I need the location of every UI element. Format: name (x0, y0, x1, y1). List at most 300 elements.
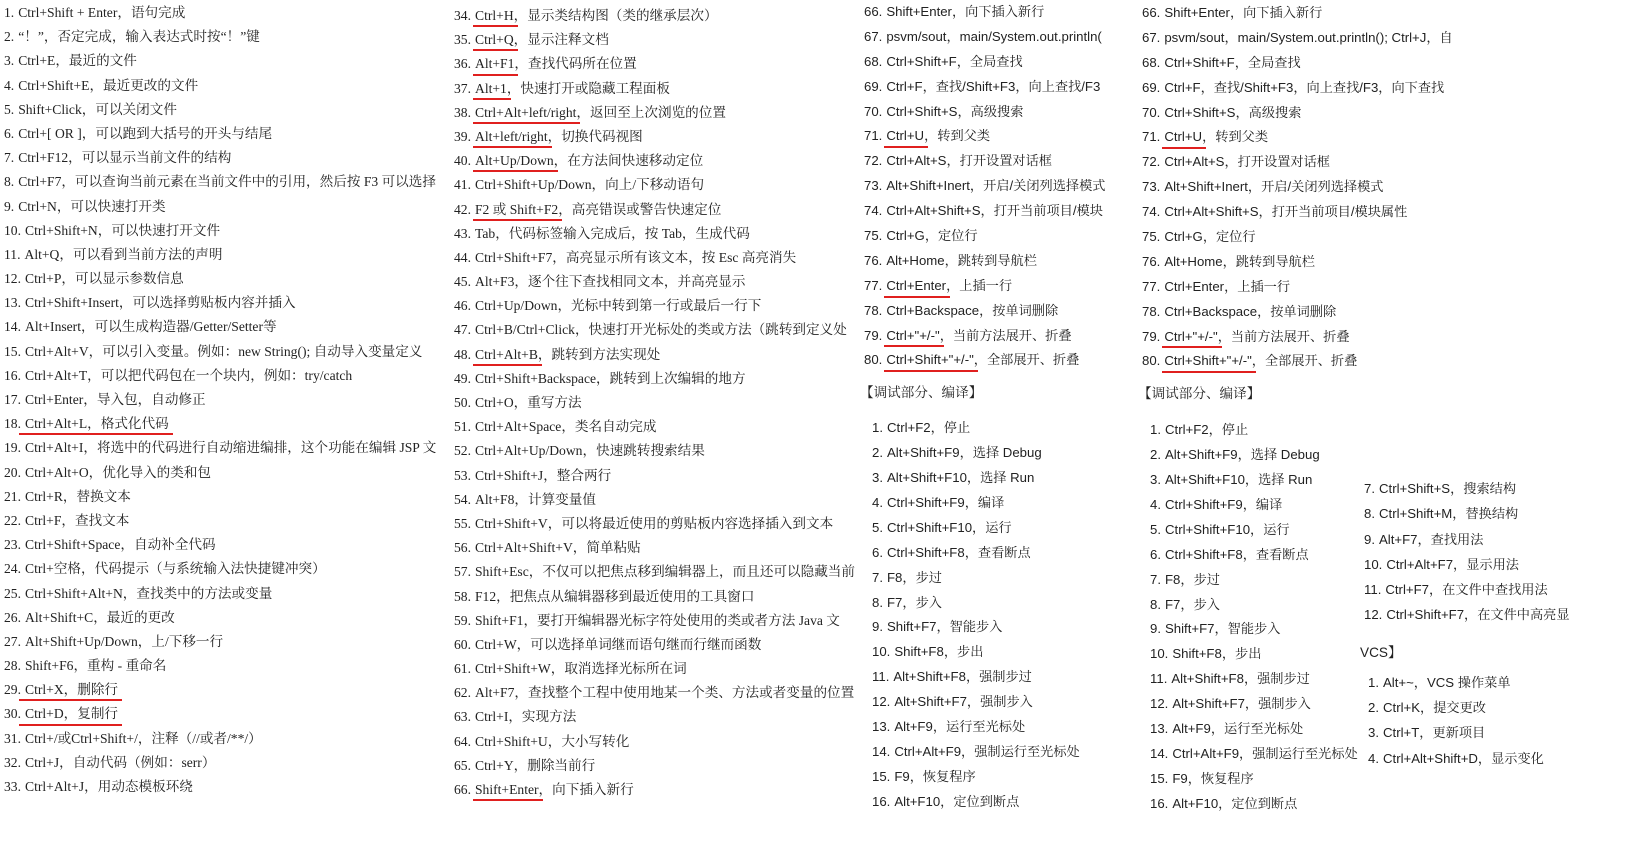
shortcut-description: ，跳转到导航栏 (1222, 253, 1315, 269)
item-number: 34. (454, 8, 471, 23)
shortcut-keys: Alt+F10 (1172, 795, 1219, 811)
item-text (475, 468, 611, 483)
shortcut-keys: Alt+Shift+Inert (1164, 179, 1248, 195)
shortcut-keys: Alt+Shift+Up/Down (25, 633, 138, 649)
list-item (450, 77, 860, 101)
shortcut-list (0, 0, 450, 799)
item-text (475, 371, 746, 386)
shortcut-keys: Ctrl+Alt+Shift+V (475, 540, 573, 556)
list-item (1138, 767, 1368, 792)
item-number: 19. (4, 440, 21, 456)
list-item (1360, 746, 1625, 771)
shortcut-description: ，上插一行 (1224, 278, 1291, 294)
list-item (1138, 543, 1368, 568)
list-item (1138, 518, 1368, 543)
item-text (1165, 422, 1248, 437)
shortcut-keys: Alt+F9 (1172, 721, 1211, 737)
item-text (886, 228, 977, 243)
shortcut-keys: Alt+~ (1383, 674, 1414, 690)
list-item (450, 778, 860, 802)
shortcut-keys: Ctrl+Shift+F7 (1386, 607, 1465, 623)
shortcut-keys: Alt+Up/Down (475, 153, 554, 169)
shortcut-keys: Alt+Shift+F10 (1165, 472, 1245, 488)
item-number: 32. (4, 754, 21, 770)
shortcut-keys: Ctrl+Enter (25, 392, 84, 407)
shortcut-description: ，强制步过 (965, 669, 1032, 685)
shortcut-description: ，大小写转化 (547, 733, 630, 749)
list-item (0, 678, 450, 702)
item-text (475, 540, 641, 555)
item-text (886, 348, 973, 373)
list-item (0, 291, 450, 315)
item-number: 50. (454, 395, 471, 410)
item-text (887, 420, 970, 435)
item-number: 2. (872, 445, 883, 461)
list-item (450, 101, 860, 125)
shortcut-description: ，开启/关闭列选择模式 (969, 178, 1106, 194)
item-text (25, 702, 118, 726)
shortcut-description: ，重写方法 (513, 395, 582, 410)
shortcut-keys: Shift+Esc (475, 564, 529, 580)
item-number: 28. (4, 658, 21, 674)
shortcut-keys: Ctrl+F12 (18, 150, 69, 166)
list-item (860, 149, 1112, 174)
shortcut-description: ，可以查询当前元素在当前文件中的引用，然后按 F3 可以选择 (61, 174, 436, 190)
item-number: 66. (864, 4, 883, 19)
shortcut-list (1138, 0, 1453, 374)
item-text (886, 29, 1101, 44)
item-number: 16. (4, 367, 21, 383)
item-text (1165, 447, 1320, 462)
shortcut-keys: Ctrl+Q (475, 32, 514, 48)
list-item (450, 536, 860, 560)
item-number: 53. (454, 467, 471, 483)
list-item (450, 730, 860, 754)
shortcut-keys: Shift+F7 (1165, 621, 1215, 637)
list-item (450, 512, 860, 536)
shortcut-description: ，查找/Shift+F3，向上查找/F3 (922, 78, 1101, 94)
item-number: 8. (872, 594, 883, 610)
list-item (860, 765, 1112, 790)
list-item (860, 466, 1112, 491)
item-number: 8. (1364, 506, 1375, 522)
item-number: 58. (454, 588, 471, 604)
item-number: 2. (1368, 700, 1379, 716)
shortcut-keys: Ctrl+Shift+S (886, 103, 958, 119)
shortcut-keys: Ctrl+Shift+F9 (887, 495, 965, 511)
list-item (450, 657, 860, 681)
shortcut-description: ，快速打开或隐藏工程面板 (506, 80, 670, 96)
shortcut-keys: Ctrl+Shift+S (1164, 104, 1236, 120)
list-item (860, 249, 1112, 274)
item-text (1165, 472, 1312, 487)
shortcut-keys: Ctrl+Alt+Shift+D (1383, 750, 1478, 766)
item-text (886, 274, 946, 299)
debug-section-heading: 【调试部分、编译】 (860, 385, 983, 401)
shortcut-description: ，上/下移一行 (137, 633, 224, 649)
list-item (0, 49, 450, 73)
item-text (475, 395, 582, 410)
shortcut-description: ，选择 Debug (959, 445, 1042, 461)
shortcut-keys: Ctrl+F2 (1165, 422, 1209, 438)
shortcut-keys: Ctrl+Backspace (886, 302, 980, 318)
list-item (0, 654, 450, 678)
item-text (475, 709, 576, 724)
shortcut-description: ，最近的文件 (55, 53, 137, 69)
shortcut-description: ，可以选择单词继而语句继而行继而函数 (516, 636, 762, 652)
list-item (1138, 26, 1453, 51)
item-number: 7. (1150, 571, 1161, 587)
item-number: 52. (454, 443, 471, 459)
item-number: 39. (454, 128, 471, 144)
item-text (475, 177, 704, 192)
list-item (450, 52, 860, 76)
shortcut-keys: Shift+F1 (475, 612, 524, 628)
item-text (1164, 80, 1444, 95)
item-text (25, 223, 220, 238)
shortcut-description: ，当前方法展开、折叠 (1217, 328, 1350, 344)
shortcut-keys: Ctrl+F7 (18, 174, 62, 190)
list-item (1138, 300, 1368, 325)
shortcut-description: ，当前方法展开、折叠 (939, 327, 1072, 343)
item-number: 10. (1364, 556, 1383, 572)
item-text (475, 149, 554, 173)
shortcut-description: ，编译 (964, 495, 1005, 511)
shortcut-description: ，快速打开光标处的类或方法（跳转到定义处 (574, 322, 847, 338)
item-number: 69. (1142, 79, 1161, 95)
item-text (25, 319, 277, 334)
list-item (0, 557, 450, 581)
shortcut-keys: Alt+left/right (475, 128, 548, 144)
shortcut-keys: Ctrl+F7 (1385, 582, 1429, 598)
shortcut-keys: Alt+Home (1164, 253, 1223, 269)
list-item (1138, 125, 1368, 150)
shortcut-keys: Alt+F7 (475, 685, 515, 701)
item-number: 55. (454, 515, 471, 531)
item-number: 4. (872, 495, 883, 511)
shortcut-keys: Ctrl+Shift+M (1379, 506, 1453, 522)
item-number: 17. (4, 392, 21, 407)
list-item (450, 391, 860, 415)
shortcut-description: ，可以引入变量。例如：new String(); 自动导入变量定义 (88, 343, 423, 359)
item-number: 3. (872, 470, 883, 486)
shortcut-description: ，注释（//或者/**/） (137, 730, 262, 746)
shortcut-description: ，高亮显示所有该文本，按 Esc 高亮消失 (552, 249, 797, 265)
shortcut-keys: Ctrl+Shift+U (475, 733, 548, 749)
item-text (475, 613, 840, 628)
item-number: 9. (4, 198, 15, 214)
item-number: 67. (864, 28, 883, 44)
item-number: 3. (1150, 472, 1161, 488)
item-number: 75. (864, 228, 883, 244)
shortcut-description: ，代码提示（与系统输入法快捷键冲突） (81, 561, 326, 577)
list-item (450, 415, 860, 439)
list-item (860, 640, 1112, 665)
item-text (887, 445, 1042, 460)
item-text (25, 658, 166, 673)
item-text (886, 4, 1044, 19)
shortcut-keys: Shift+Enter (475, 782, 539, 797)
shortcut-description: ，强制运行至光标处 (1239, 745, 1358, 761)
shortcut-description: ，查看断点 (1242, 546, 1309, 562)
item-text (475, 322, 847, 337)
shortcut-keys: Ctrl+K (1383, 700, 1421, 716)
shortcut-description: ，可以快速打开文件 (97, 222, 221, 238)
item-text (18, 174, 436, 189)
item-text (894, 794, 1019, 809)
shortcut-description: ，可以快速打开类 (56, 198, 166, 214)
item-number: 20. (4, 464, 21, 480)
item-number: 45. (454, 274, 471, 290)
item-text (18, 78, 198, 93)
item-text (886, 253, 1037, 268)
item-text (475, 226, 750, 241)
shortcut-description: ，快速跳转搜索结果 (582, 443, 705, 459)
shortcut-keys: Ctrl+Alt+O (25, 464, 89, 480)
shortcut-description: ，显示用法 (1453, 556, 1519, 572)
shortcut-description: ，跳转到方法实现处 (537, 346, 661, 362)
item-text (1172, 721, 1303, 736)
item-text (1165, 522, 1290, 537)
list-item (860, 25, 1112, 50)
list-item (450, 367, 860, 391)
shortcut-description: ，把焦点从编辑器移到最近使用的工具窗口 (496, 588, 755, 604)
vcs-shortcut-list (1360, 670, 1625, 771)
item-number: 46. (454, 298, 471, 314)
list-item (1360, 695, 1625, 720)
shortcut-column-5 (1360, 476, 1625, 771)
item-number: 12. (872, 694, 891, 710)
item-number: 5. (1150, 521, 1161, 537)
item-number: 2. (1150, 447, 1161, 463)
item-number: 35. (454, 32, 471, 48)
shortcut-keys: Alt+1 (475, 80, 507, 96)
item-number: 3. (1368, 725, 1379, 741)
item-number: 25. (4, 585, 21, 601)
item-text (475, 589, 754, 604)
item-text (1165, 497, 1282, 512)
shortcut-description: ，跳转到导航栏 (944, 252, 1037, 268)
list-item (0, 388, 450, 412)
shortcut-description: ，步出 (1221, 646, 1262, 662)
list-item (450, 488, 860, 512)
item-number: 18. (4, 416, 21, 432)
shortcut-description: ，用动态模板环绕 (84, 779, 193, 794)
item-text (1164, 125, 1202, 150)
item-text (894, 644, 983, 659)
shortcut-description: ，查找代码所在位置 (514, 56, 637, 72)
shortcut-keys: Alt+Shift+F8 (1171, 671, 1244, 687)
shortcut-description: ，在方法间快速移动定位 (553, 153, 704, 169)
item-number: 1. (4, 5, 15, 20)
shortcut-keys: Shift+F6 (25, 658, 74, 674)
shortcut-description: ，可以将最近使用的剪贴板内容选择插入到文本 (547, 515, 834, 531)
shortcut-description: ，智能步入 (1214, 621, 1281, 637)
item-text (25, 586, 272, 601)
shortcut-description: ，全局查找 (956, 53, 1023, 69)
shortcut-keys: Ctrl+Alt+Up/Down (475, 443, 583, 459)
item-number: 7. (872, 569, 883, 585)
item-text (1172, 771, 1253, 786)
item-text (475, 564, 855, 579)
item-text (475, 274, 746, 289)
item-text (1164, 30, 1452, 45)
list-item (0, 702, 450, 726)
list-item (0, 1, 450, 25)
item-number: 1. (1150, 422, 1161, 438)
item-text (475, 637, 761, 652)
shortcut-keys: Alt+Shift+F9 (887, 445, 960, 461)
shortcut-description: ，运行至光标处 (932, 719, 1026, 735)
item-number: 63. (454, 709, 471, 725)
item-text (1164, 349, 1251, 374)
list-item (450, 125, 860, 149)
item-text (1165, 547, 1309, 562)
item-text (893, 669, 1032, 684)
shortcut-keys: Shift+F8 (894, 644, 944, 660)
item-number: 13. (872, 719, 891, 735)
list-item (1138, 493, 1368, 518)
shortcut-description: ，选择 Debug (1237, 447, 1320, 463)
item-number: 68. (864, 53, 883, 69)
shortcut-keys: Ctrl+Shift+Alt+N (25, 585, 123, 601)
list-item (450, 754, 860, 778)
item-text (1172, 796, 1297, 811)
list-item (450, 464, 860, 488)
shortcut-description: ，替换结构 (1452, 506, 1519, 522)
item-text (475, 685, 854, 700)
shortcut-description: ，切换代码视图 (547, 128, 643, 144)
shortcut-description: ，查找整个工程中使用地某一个类、方法或者变量的位置 (514, 685, 855, 701)
item-text (25, 537, 216, 552)
list-item (0, 412, 450, 436)
item-number: 70. (1142, 104, 1161, 120)
item-number: 4. (1368, 750, 1379, 766)
item-number: 14. (4, 319, 21, 335)
shortcut-description: ，返回至上次浏览的位置 (576, 104, 726, 120)
item-text (18, 126, 272, 141)
list-item (1138, 101, 1368, 126)
item-number: 74. (864, 203, 883, 219)
list-item (860, 491, 1112, 516)
item-number: 12. (4, 271, 21, 287)
item-text (18, 199, 165, 214)
item-number: 76. (864, 252, 883, 268)
item-number: 30. (4, 706, 21, 722)
list-item (0, 122, 450, 146)
item-text (18, 53, 137, 68)
item-text (1165, 621, 1280, 636)
list-item (0, 775, 450, 799)
shortcut-description: ，强制运行至光标处 (961, 743, 1080, 759)
list-item (1138, 200, 1408, 225)
shortcut-keys: Alt+Home (886, 252, 945, 268)
list-item (450, 222, 860, 246)
item-number: 71. (1142, 129, 1161, 145)
item-number: 15. (4, 343, 21, 359)
shortcut-description: ，全部展开、折叠 (1251, 353, 1358, 369)
shortcut-keys: F7 (1165, 596, 1181, 612)
debug-shortcut-list (1138, 417, 1368, 816)
shortcut-keys: Ctrl+Alt+J (25, 779, 85, 794)
item-number: 66. (454, 782, 471, 797)
list-item (0, 74, 450, 98)
shortcut-description: ，运行 (972, 519, 1012, 535)
item-text (1165, 597, 1220, 612)
item-number: 66. (1142, 5, 1161, 20)
list-item (1360, 527, 1625, 552)
item-text (1172, 646, 1261, 661)
list-item (860, 299, 1112, 324)
shortcut-keys: Ctrl+G (886, 228, 925, 244)
list-item (450, 705, 860, 729)
item-text (887, 595, 942, 610)
item-text (475, 419, 656, 434)
list-item (860, 199, 1112, 224)
item-text (475, 28, 514, 52)
search-shortcut-list (1360, 476, 1625, 628)
shortcut-description: ，定位行 (924, 228, 978, 244)
shortcut-description: ，可以选择剪贴板内容并插入 (118, 295, 296, 311)
item-text (887, 520, 1012, 535)
item-text (886, 324, 939, 349)
shortcut-description: ，自动代码（例如：serr） (59, 754, 216, 770)
shortcut-description: ，显示变化 (1477, 750, 1544, 766)
shortcut-description: ，类名自动完成 (561, 419, 657, 435)
item-number: 15. (1150, 770, 1169, 786)
shortcut-keys: Ctrl+Shift+F (886, 53, 957, 69)
shortcut-description: ，查找/Shift+F3，向上查找/F3，向下查找 (1200, 79, 1445, 95)
item-number: 72. (864, 153, 883, 169)
item-text (1164, 204, 1407, 219)
list-item (1138, 250, 1368, 275)
item-text (475, 661, 687, 676)
shortcut-keys: Ctrl+Alt+left/right (475, 104, 577, 120)
item-number: 40. (454, 153, 471, 169)
item-text (475, 4, 514, 28)
shortcut-description: ，定位到断点 (940, 793, 1020, 809)
shortcut-description: ，查看断点 (964, 544, 1031, 560)
shortcut-description: ，按单词删除 (1257, 303, 1337, 319)
shortcut-keys: Ctrl+Shift+F (1164, 54, 1235, 70)
item-number: 77. (864, 277, 883, 293)
item-text (887, 470, 1034, 485)
item-text (1164, 325, 1217, 350)
shortcut-keys: Shift+Click (18, 101, 82, 117)
shortcut-keys: Ctrl+Shift+Space (25, 537, 121, 553)
item-number: 75. (1142, 229, 1161, 245)
shortcut-description: ，强制步过 (1243, 671, 1310, 687)
shortcut-keys: Ctrl+Backspace (1164, 303, 1258, 319)
list-item (1360, 552, 1625, 577)
shortcut-description: ，在文件中查找用法 (1428, 582, 1548, 598)
shortcut-keys: Ctrl+Shift+N (25, 222, 98, 238)
shortcut-description: ，显示注释文档 (513, 32, 609, 48)
item-number: 10. (872, 644, 891, 660)
shortcut-keys: F9 (894, 768, 910, 784)
item-text (25, 271, 184, 286)
item-number: 41. (454, 177, 471, 193)
shortcut-keys: Alt+F10 (894, 793, 941, 809)
item-text (894, 694, 1033, 709)
list-item (0, 436, 450, 460)
item-number: 10. (1150, 646, 1169, 662)
shortcut-keys: psvm/sout (886, 28, 947, 44)
shortcut-keys: Ctrl+O (475, 395, 514, 410)
item-text (1386, 607, 1569, 622)
item-number: 47. (454, 322, 471, 338)
shortcut-keys: F8 (887, 569, 903, 585)
